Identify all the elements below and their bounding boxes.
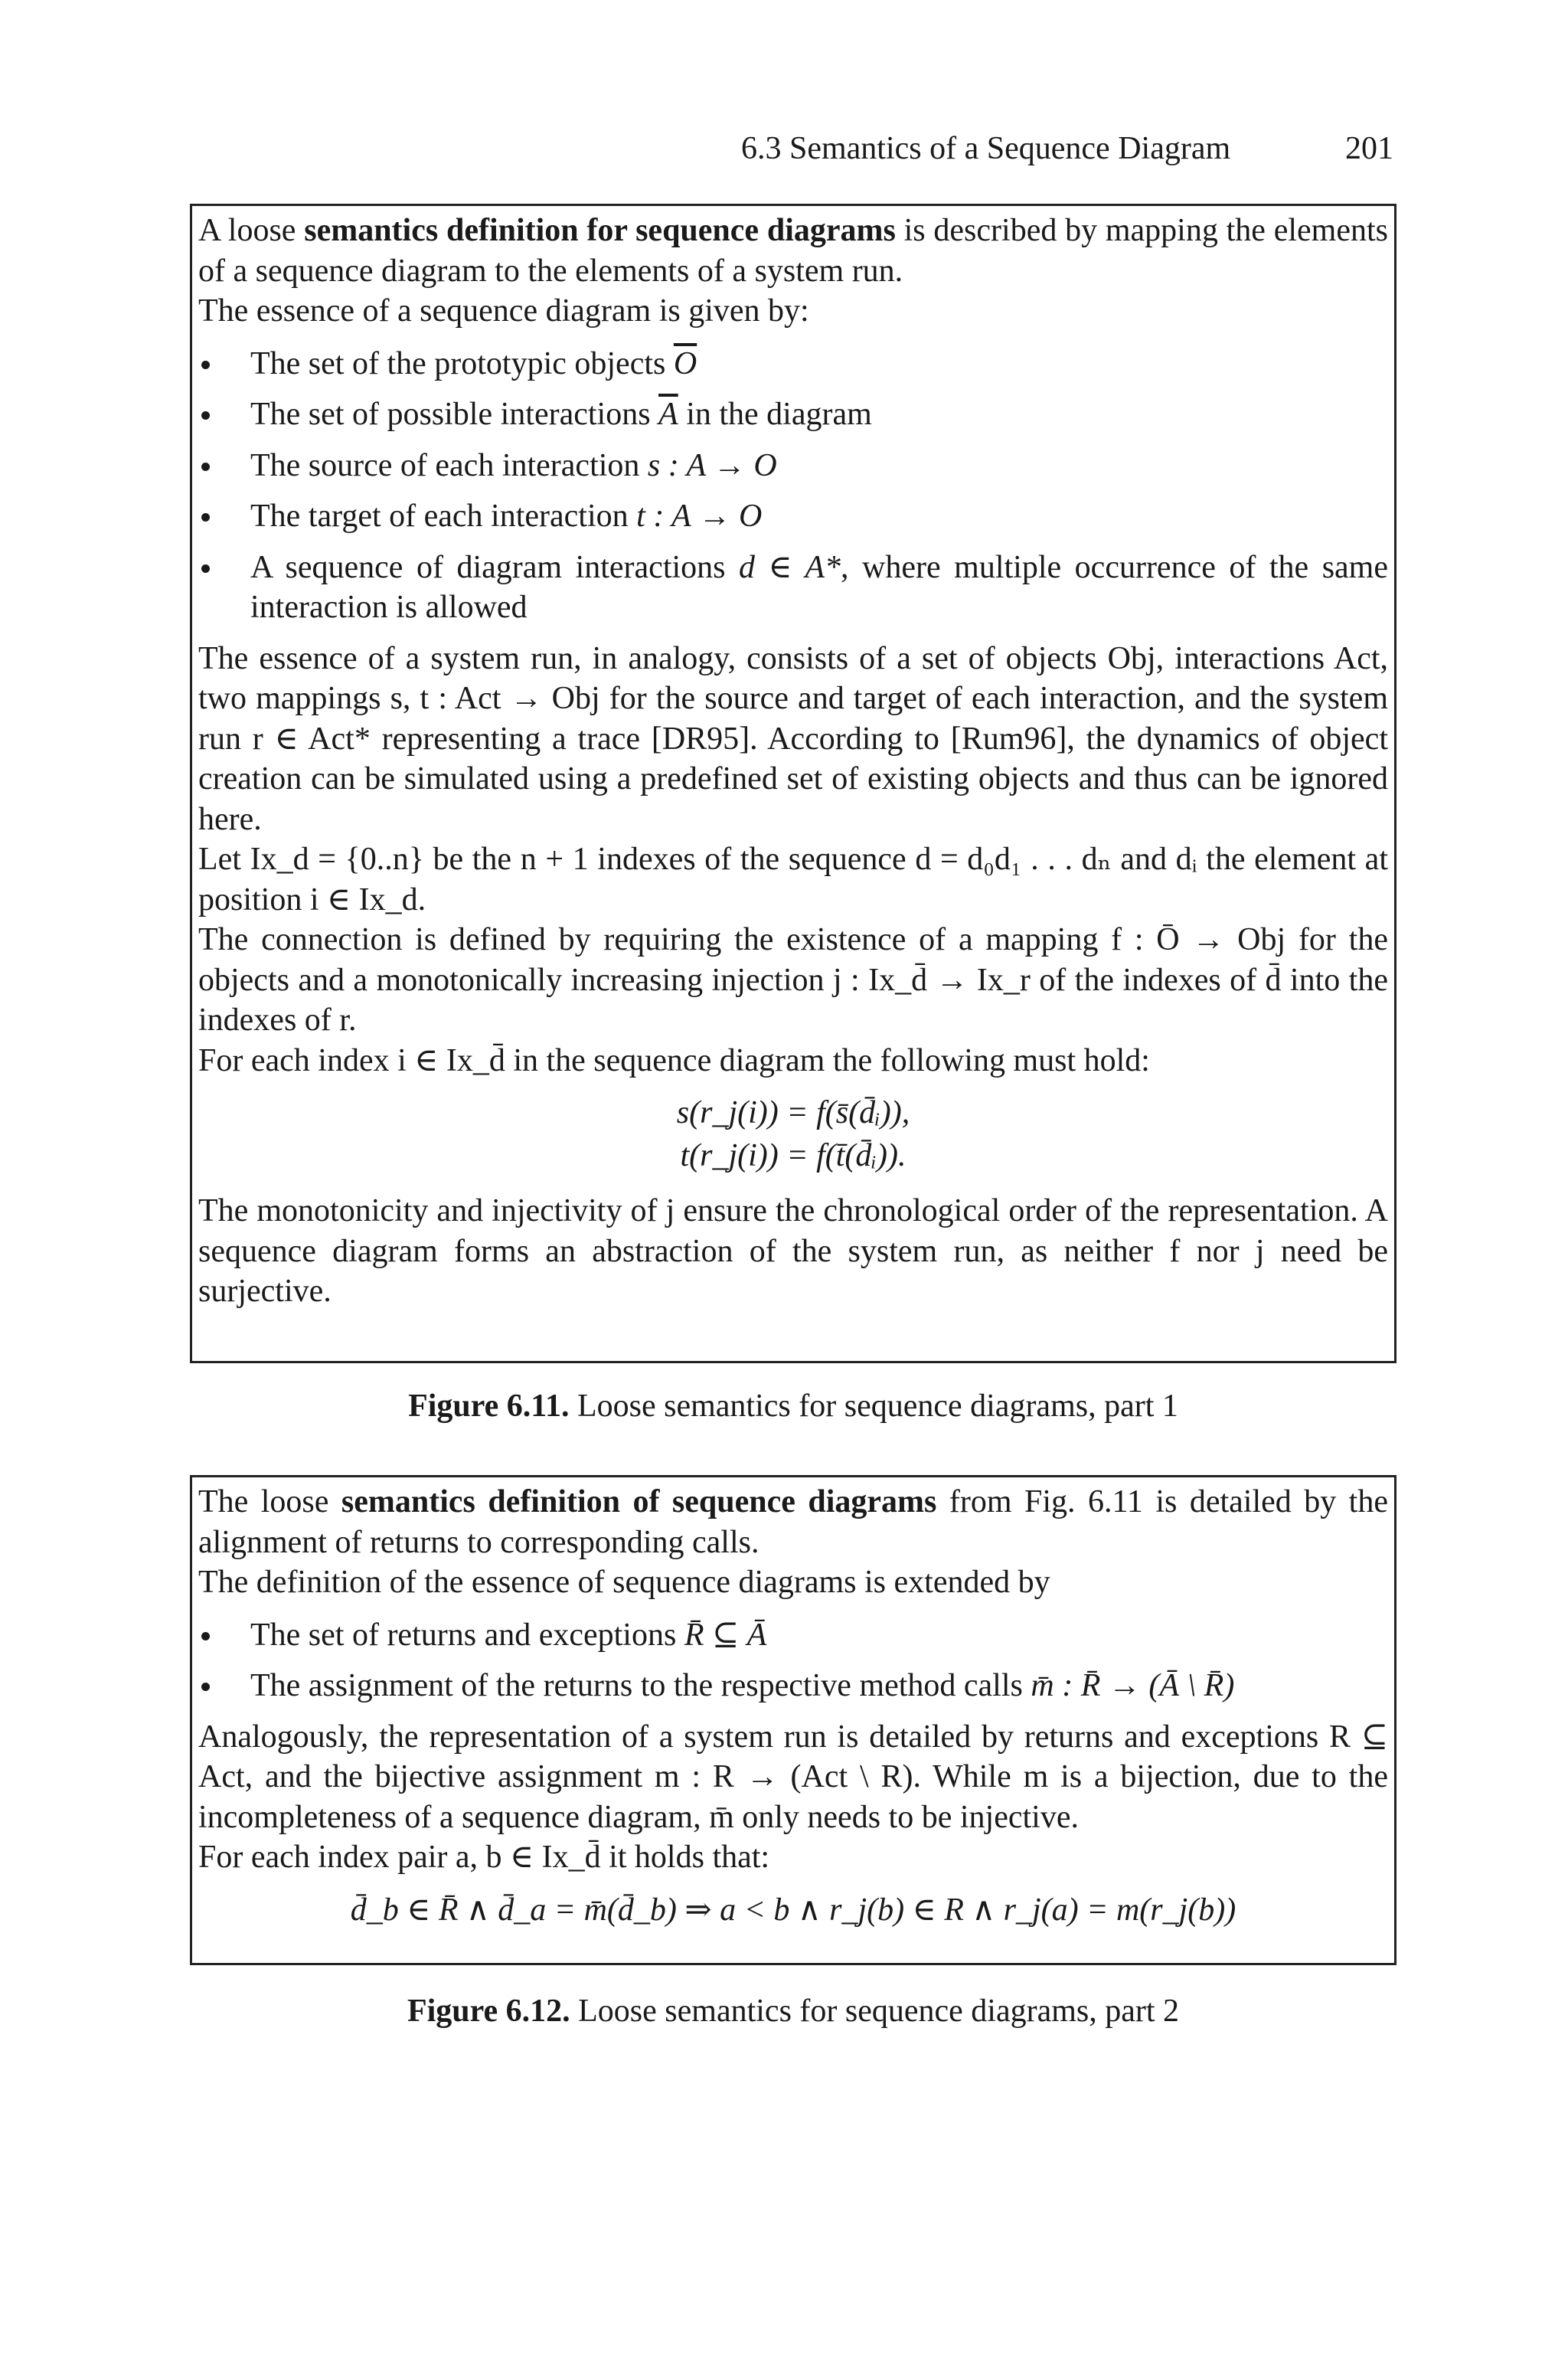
figure-6-11-box (190, 204, 1396, 1363)
equation-return: d̄_b ∈ R̄ ∧ d̄_a = m̄(d̄_b) ⇒ a < b ∧ r_j(b) ∈ R ∧ r_j(a) = m(r_j(b)) (350, 1892, 1236, 1928)
list-item: The target of each interaction t : A → O (198, 496, 1388, 537)
index-pair-paragraph: For each index pair a, b ∈ Ix_d̄ it holds that: (198, 1840, 770, 1875)
list-item: A sequence of diagram interactions d ∈ A*, where multiple occurrence of the same interaction is allowed (198, 548, 1388, 628)
system-run-paragraph: The essence of a system run, in analogy, consists of a set of objects Obj, interactions Act, two mappings s, t : Act → Obj for the source and target of each interaction, and the system run r ∈ Act* representing a trace [DR95]. According to [Rum96], the dynamics of object creation can be simulated using a predefined set of existing objects and thus can be ignored here. (198, 640, 1388, 837)
running-head (735, 126, 1393, 172)
equation-target: t(r_j(i)) = f(t̄(d̄ᵢ)). (680, 1138, 906, 1173)
connection-paragraph: The connection is defined by requiring the existence of a mapping f : Ō → Obj for the objects and a monotonically increasing injection j : Ix_d̄ → Ix_r of the indexes of d̄ into the indexes of r. (198, 922, 1388, 1038)
essence-line: The essence of a sequence diagram is given by: (198, 293, 809, 329)
page-number: 201 (1345, 131, 1393, 166)
figure-6-12-box (190, 1475, 1396, 1965)
list-item: The set of possible interactions $\overline{A}$ in the diagram (198, 394, 1388, 435)
figure-6-12-caption: Figure 6.12. Loose semantics for sequence diagrams, part 2 (407, 1994, 1180, 2029)
conclusion-paragraph: The monotonicity and injectivity of j ensure the chronological order of the representation. A sequence diagram forms an abstraction of the system run, as neither f nor j need be surjective. (198, 1193, 1388, 1309)
index-paragraph: Let Ix_d = {0..n} be the n + 1 indexes of the sequence d = d₀d₁ . . . dₙ and dᵢ the element at position i ∈ Ix_d. (198, 842, 1388, 918)
list-item: The set of the prototypic objects $\overline{O}$ (198, 344, 1388, 384)
intro-paragraph: A loose semantics definition for sequence diagrams is described by mapping the elements of a sequence diagram to the elements of a system run. (198, 213, 1388, 289)
essence-list (198, 344, 1388, 628)
extension-list (198, 1615, 1388, 1706)
section-title: 6.3 Semantics of a Sequence Diagram (741, 131, 1231, 166)
equation-block (198, 1890, 1388, 1933)
equation-source: s(r_j(i)) = f(s̄(d̄ᵢ)), (676, 1095, 910, 1130)
list-item: The assignment of the returns to the respective method calls m̄ : R̄ → (Ā \ R̄) (198, 1666, 1388, 1706)
list-item: The source of each interaction s : A → O (198, 446, 1388, 486)
analogous-paragraph: Analogously, the representation of a system run is detailed by returns and exceptions R ⊆ Act, and the bijective assignment m : R → (Act \ R). While m is a bijection, due to the incompleteness of a sequence diagram, m̄ only needs to be injective. (198, 1719, 1388, 1835)
intro-paragraph: The loose semantics definition of sequence diagrams from Fig. 6.11 is detailed by the alignment of returns to corresponding calls. (198, 1484, 1388, 1560)
for-each-paragraph: For each index i ∈ Ix_d̄ in the sequence diagram the following must hold: (198, 1042, 1150, 1078)
extended-line: The definition of the essence of sequence diagrams is extended by (198, 1565, 1050, 1600)
list-item: The set of returns and exceptions R̄ ⊆ Ā (198, 1615, 1388, 1656)
figure-6-11-caption: Figure 6.11. Loose semantics for sequence diagrams, part 1 (408, 1389, 1178, 1424)
equation-block (198, 1093, 1388, 1179)
